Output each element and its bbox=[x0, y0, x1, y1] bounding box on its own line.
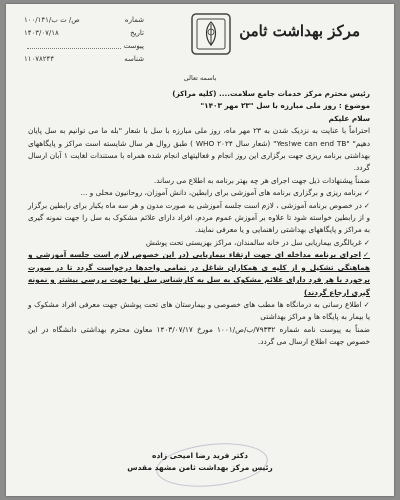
bullet-item-emphasized bbox=[28, 249, 370, 299]
suggestions-paragraph: ضمناً پیشنهادات ذیل جهت اجرای هر چه بهتر برنامه به اطلاع می رساند. bbox=[153, 175, 370, 185]
closing-paragraph: ضمناً به پیوست نامه شماره ۷۹۳۳۲/ب/ص/۱۰۰۱ مورخ ۱۴۰۳/۰۷/۱۷ معاون محترم بهداشتی دانشگاه در این خصوص جهت اطلاع ارسال می گردد. bbox=[28, 324, 370, 347]
checkmark-icon: ✓ bbox=[363, 250, 370, 260]
attachment-label: پیوست bbox=[123, 42, 144, 50]
attachment-line bbox=[27, 40, 121, 49]
signatory-name: دکتر فرید رضا امیحی زاده bbox=[152, 451, 248, 460]
checkmark-icon: ✓ bbox=[363, 237, 370, 247]
ministry-emblem-icon bbox=[190, 12, 232, 56]
subject: موضوع : روز ملی مبارزه با سل "۲۳ مهر ۱۴۰۳" bbox=[200, 101, 370, 111]
bullet-text: در خصوص برنامه آموزشی ، لازم است جلسه آموزشی به صورت مدون و هر سه ماه یکبار برای رابطین برگزار و از رابطین خواسته شود تا علاوه بر آموزش عموم مردم، افراد دارای علائم مشکوک به سل را جهت نمونه گیری به مراکز و پایگاههای بهداشتی راهنمایی و یا معرفی نمایند. bbox=[28, 200, 370, 235]
bullet-text: اجرای برنامه مداخله ای جهت ارتقاء بیماریابی (در این خصوص لازم است جلسه آموزشی و هماهنگی تشکیل و از کلیه ی همکاران شاغل در تمامی واحدها درخواست گردد تا در صورت برخورد با هر فرد دارای علائم مشکوک به سل به کارشناس سل نها جهت بررسی بیشتر و نمونه گیری ارجاع گردند) bbox=[28, 250, 370, 297]
signatory-title: رئیس مرکز بهداشت ثامن مشهد مقدس bbox=[127, 463, 273, 472]
bullet-item bbox=[28, 237, 370, 249]
checkmark-icon: ✓ bbox=[363, 299, 370, 309]
number-label: شماره bbox=[124, 16, 144, 24]
id-label: شناسه bbox=[124, 55, 144, 63]
bullet-text: برنامه ریزی و برگزاری برنامه های آموزشی برای رابطین، دانش آموزان، روحانیون محلی و ... bbox=[80, 188, 362, 198]
letter-sheet bbox=[6, 4, 394, 496]
checkmark-icon: ✓ bbox=[363, 200, 370, 210]
letter-metadata bbox=[24, 14, 144, 66]
date-label: تاریخ bbox=[130, 29, 144, 37]
bullet-text: اطلاع رسانی به درمانگاه ها مطب های خصوصی و بیمارستان های تحت پوشش جهت معرفی افراد مشکوک و یا بیمار به پایگاه ها و مراکز بهداشتی bbox=[28, 299, 370, 322]
signature-block bbox=[6, 450, 394, 474]
id-value: ۱۱۰۷۸۲۴۴ bbox=[24, 55, 55, 63]
besmellah: باسمه تعالی bbox=[183, 74, 217, 82]
bullet-text: غربالگری بیماریابی سل در خانه سالمندان، مراکز بهزیستی تحت پوشش bbox=[145, 237, 362, 247]
date-value: ۱۴۰۳/۰۷/۱۸ bbox=[24, 29, 59, 37]
greeting: سلام علیکم bbox=[328, 113, 370, 123]
bullet-item bbox=[28, 187, 370, 199]
bullet-item bbox=[28, 200, 370, 237]
letter-body bbox=[28, 88, 370, 349]
organization-title: مرکز بهداشت ثامن bbox=[239, 22, 360, 40]
intro-paragraph: احتراماً با عنایت به نزدیک شدن به ۲۳ مهر ماه، روز ملی مبارزه با سل با شعار "بله ما می توانیم به سل پایان دهیم" "Yes!we can end TB" (شعار سال ۲۰۲۴ WHO ) طبق روال هر سال شایسته است مراکز و پایگاههای بهداشتی برنامه ریزی جهت برگزاری این روز انجام و فعالیتهای انجام شده همراه با مستندات لغایت ۱ آبان ارسال گردد. bbox=[28, 126, 371, 173]
bullet-item bbox=[28, 299, 370, 324]
recipient: رئیس محترم مرکز خدمات جامع سلامت.... (کلیه مراکز) bbox=[172, 89, 370, 98]
checkmark-icon: ✓ bbox=[363, 188, 370, 198]
number-value: ۱۰۰/ص/ ت ب/۱۴۱ bbox=[24, 16, 80, 24]
